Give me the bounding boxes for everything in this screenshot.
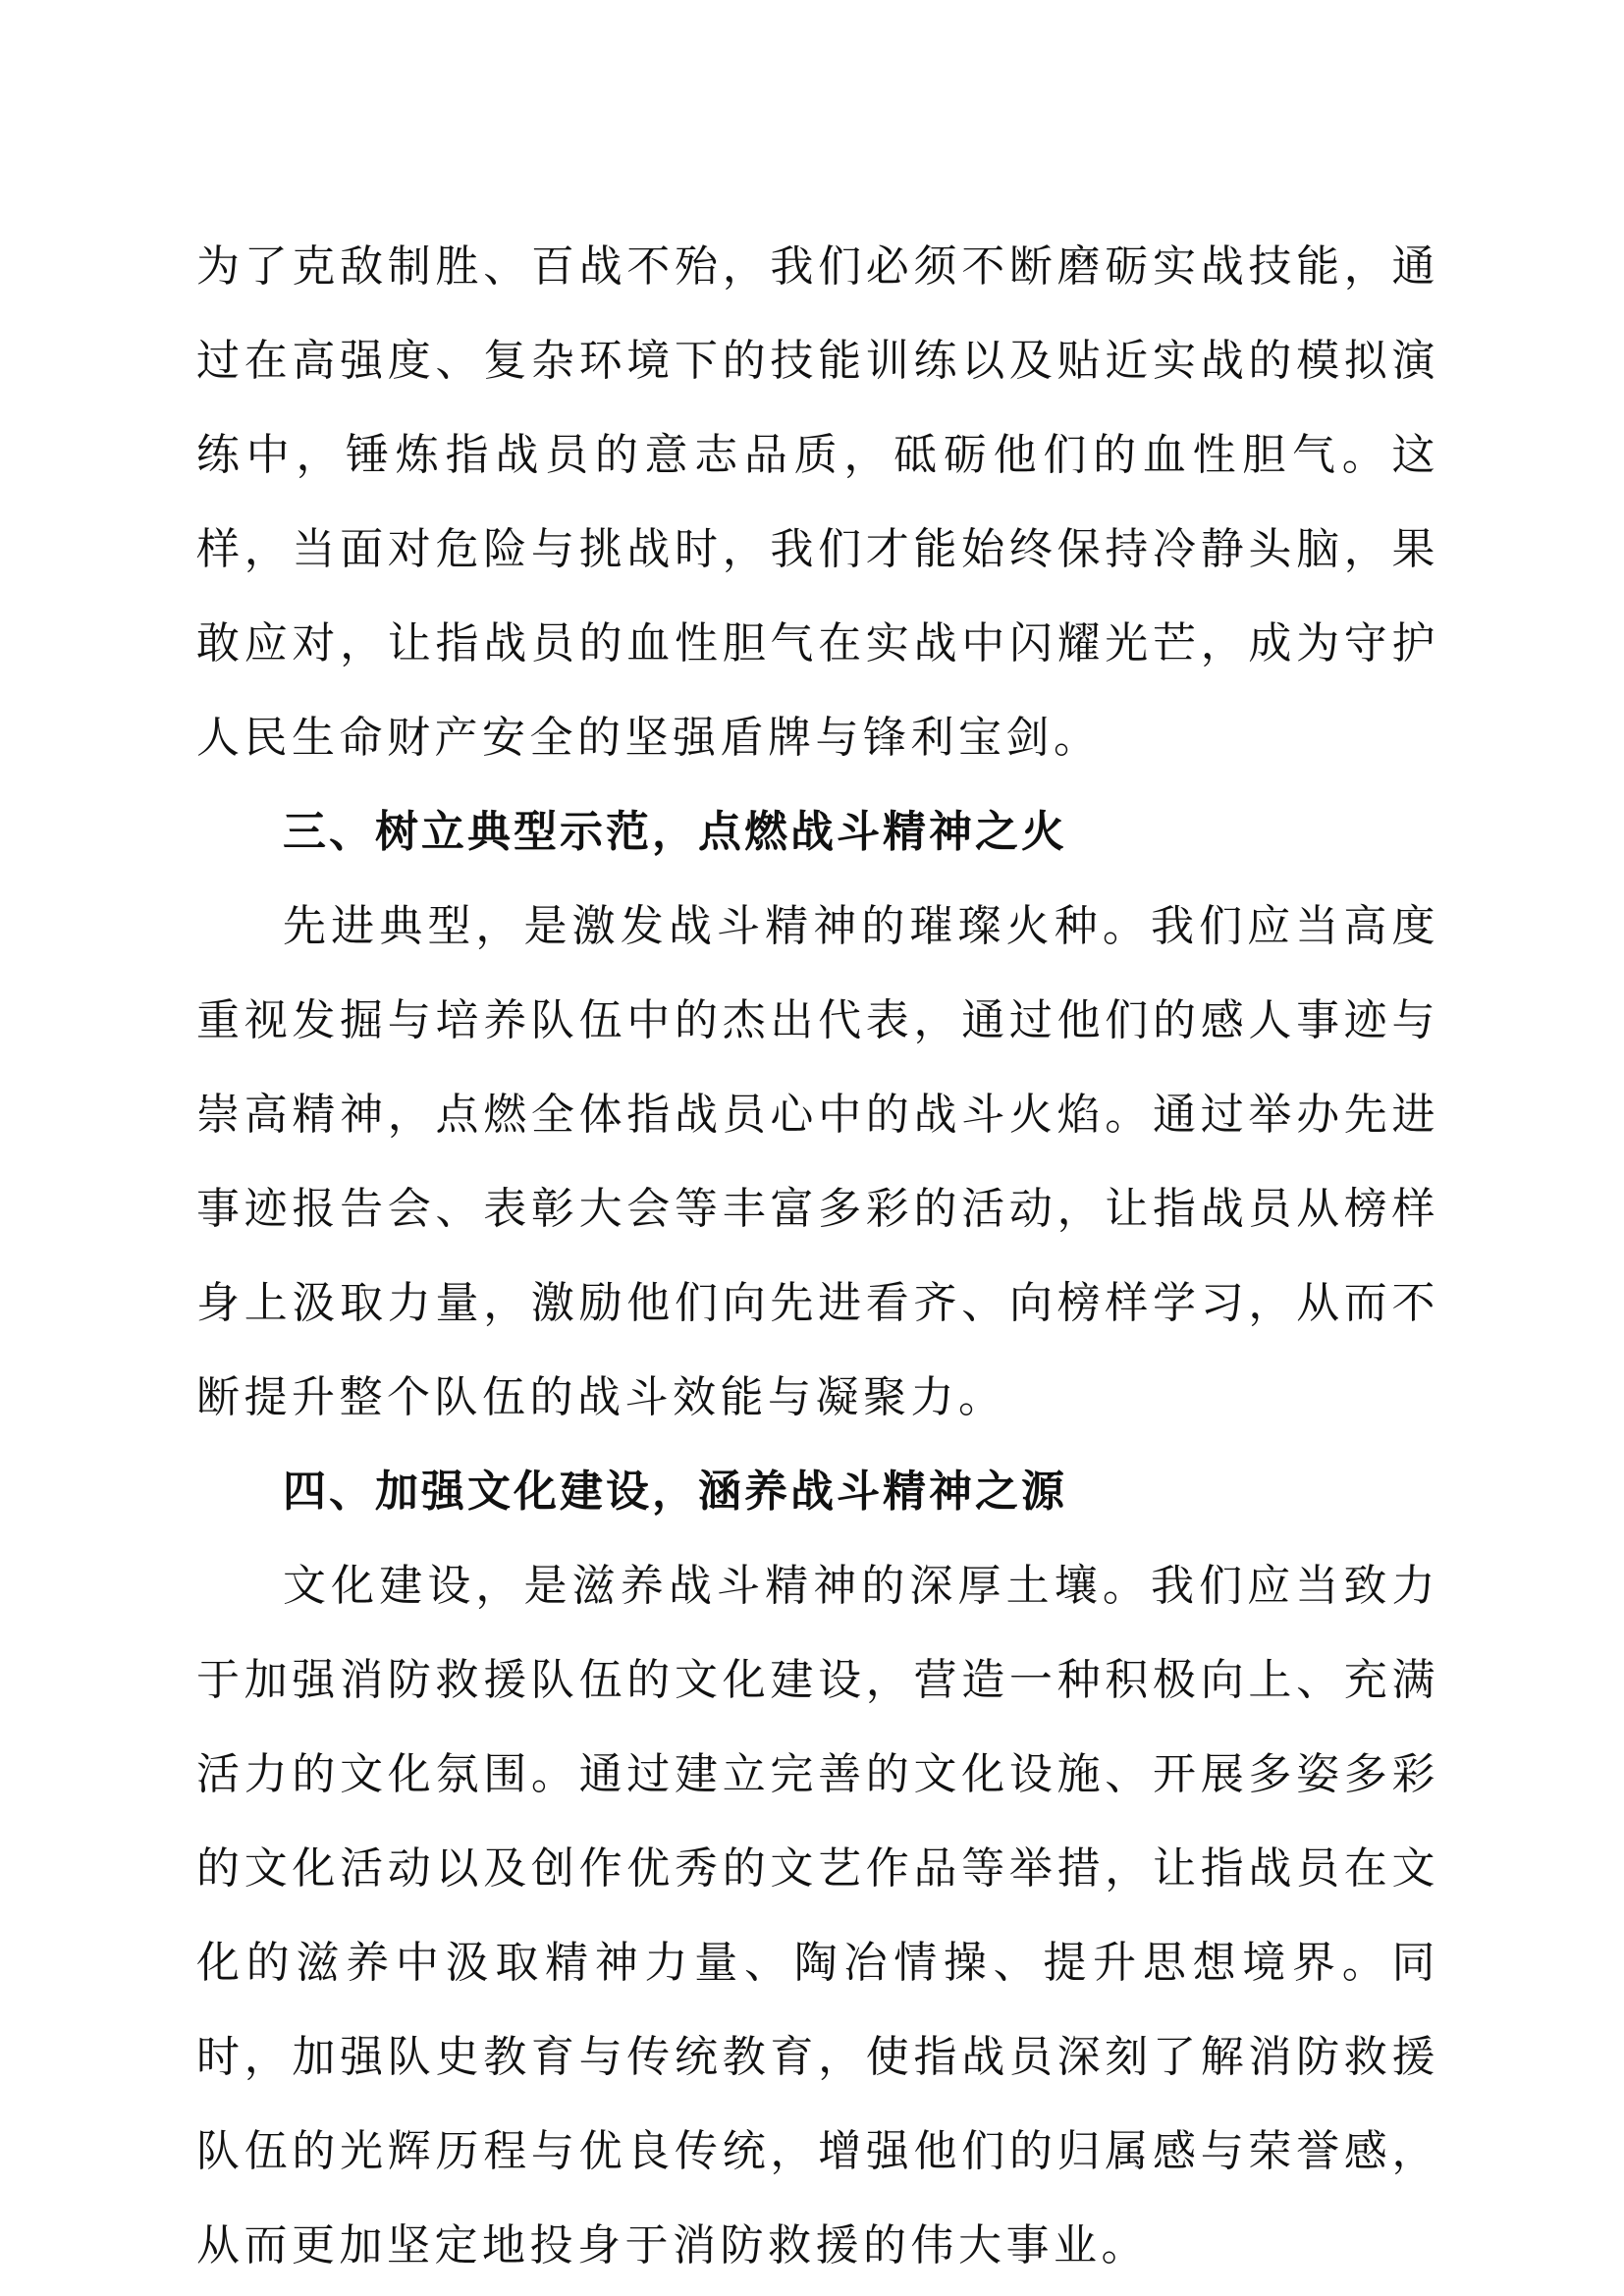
section-heading-3: 三、树立典型示范，点燃战斗精神之火 xyxy=(283,807,1067,857)
paragraph-section-4: 文化建设，是滋养战斗精神的深厚土壤。我们应当致力于加强消防救援队伍的文化建设，营造一种积极向上、充满活力的文化氛围。通过建立完善的文化设施、开展多姿多彩的文化活动以及创作优秀的文艺作品等举措，让指战员在文化的滋养中汲取精神力量、陶冶情操、提升思想境界。同时，加强队史教育与传统教育，使指战员深刻了解消防救援队伍的光辉历程与优良传统，增强他们的归属感与荣誉感，从而更加坚定地投身于消防救援的伟大事业。 xyxy=(196,1561,1439,2270)
document-body xyxy=(196,220,1439,2293)
paragraph-section-3: 先进典型，是激发战斗精神的璀璨火种。我们应当高度重视发掘与培养队伍中的杰出代表，通过他们的感人事迹与崇高精神，点燃全体指战员心中的战斗火焰。通过举办先进事迹报告会、表彰大会等丰富多彩的活动，让指战员从榜样身上汲取力量，激励他们向先进看齐、向榜样学习，从而不断提升整个队伍的战斗效能与凝聚力。 xyxy=(196,901,1439,1422)
paragraph-intro: 为了克敌制胜、百战不殆，我们必须不断磨砺实战技能，通过在高强度、复杂环境下的技能训练以及贴近实战的模拟演练中，锤炼指战员的意志品质，砥砺他们的血性胆气。这样，当面对危险与挑战时，我们才能始终保持冷静头脑，果敢应对，让指战员的血性胆气在实战中闪耀光芒，成为守护人民生命财产安全的坚强盾牌与锋利宝剑。 xyxy=(196,241,1439,763)
section-heading-4: 四、加强文化建设，涵养战斗精神之源 xyxy=(283,1467,1067,1517)
